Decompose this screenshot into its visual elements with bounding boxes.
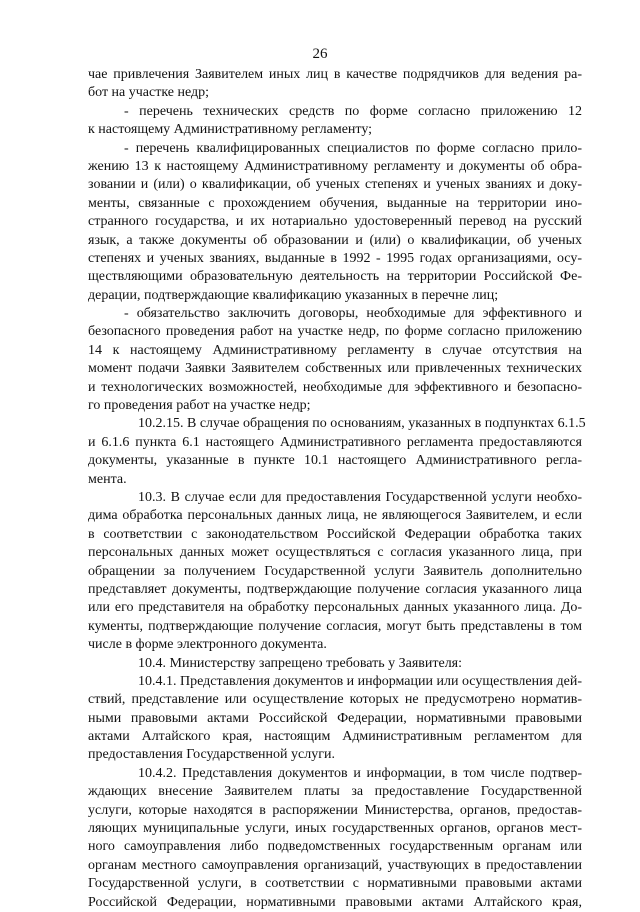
- text-line: - перечень квалифицированных специалистов по форме согласно прило-: [124, 140, 582, 156]
- text-line: 10.2.15. В случае обращения по основаниям, указанных в подпунктах 6.1.5: [138, 416, 586, 432]
- text-line: мента.: [88, 471, 127, 487]
- text-line: бот на участке недр;: [88, 85, 210, 101]
- text-line: менты, связанные с прохождением обучения, выданные на территории ино-: [88, 195, 582, 211]
- text-line: 10.3. В случае если для предоставления Государственной услуги необхо-: [138, 489, 582, 505]
- text-line: странного государства, и их нотариально удостоверенный перевод на русский: [88, 214, 582, 230]
- text-line: чае привлечения Заявителем иных лиц в качестве подрядчиков для ведения ра-: [88, 67, 582, 82]
- text-line: дима обработка персональных данных лица, не являющегося Заявителем, и если: [88, 508, 582, 524]
- text-line: 10.4.2. Представления документов и информации, в том числе подтвер-: [138, 765, 582, 781]
- text-line: Российской Федерации, нормативными правовыми актами Алтайского края,: [88, 894, 582, 910]
- text-line: степенях и ученых званиях, выданные в 1992 - 1995 годах организациями, осу-: [88, 250, 582, 266]
- text-line: персональных данных может осуществляться с согласия указанного лица, при: [88, 545, 582, 561]
- text-line: кументы, подтверждающие получение согласия, могут быть представлены в том: [88, 618, 582, 634]
- text-line: ждающих внесение Заявителем платы за предоставление Государственной: [88, 784, 582, 800]
- text-line: безопасного проведения работ на участке недр, по форме согласно приложению: [88, 324, 582, 340]
- text-line: обращении за получением Государственной услуги Заявитель дополнительно: [88, 563, 582, 579]
- text-line: язык, а также документы об образовании и (или) о квалификации, об ученых: [88, 232, 582, 248]
- text-line: ществляющими образовательную деятельность на территории Российской Фе-: [88, 269, 582, 285]
- text-line: жению 13 к настоящему Административному регламенту и документы об обра-: [88, 158, 582, 174]
- text-line: момент подачи Заявки Заявителем собственных или привлеченных технических: [88, 361, 582, 377]
- text-line: и 6.1.6 пункта 6.1 настоящего Административного регламента предоставляются: [88, 434, 582, 450]
- text-line: дерации, подтверждающие квалификацию указанных в перечне лиц;: [88, 287, 499, 303]
- text-line: предоставления Государственной услуги.: [88, 747, 335, 763]
- text-line: числе в форме электронного документа.: [88, 637, 327, 653]
- text-line: представляет документы, подтверждающие получение согласия указанного лица: [88, 581, 582, 597]
- text-line: - перечень технических средств по форме согласно приложению 12: [124, 103, 582, 119]
- text-line: 10.4. Министерству запрещено требовать у Заявителя:: [138, 655, 463, 671]
- text-line: Государственной услуги, в соответствии с нормативными правовыми актами: [88, 876, 582, 892]
- text-line: и технологических возможностей, необходимые для эффективного и безопасно-: [88, 379, 582, 395]
- text-line: в соответствии с законодательством Российской Федерации обработка таких: [88, 526, 582, 542]
- text-line: ляющих муниципальные услуги, иных государственных органов, органов мест-: [88, 821, 582, 837]
- text-line: услуги, которые находятся в распоряжении Министерства, органов, предостав-: [88, 802, 582, 818]
- text-line: ствий, представление или осуществление которых не предусмотрено норматив-: [88, 692, 582, 708]
- text-line: 10.4.1. Представления документов и информации или осуществления дей-: [138, 673, 583, 689]
- text-line: или его представителя на обработку персональных данных указанного лица. До-: [88, 600, 582, 616]
- text-line: - обязательство заключить договоры, необходимые для эффективного и: [124, 306, 582, 322]
- text-line: го проведения работ на участке недр;: [88, 398, 311, 414]
- text-line: ными правовыми актами Российской Федерации, нормативными правовыми: [88, 710, 582, 726]
- text-line: органам местного самоуправления организаций, участвующих в предоставлении: [88, 857, 582, 873]
- text-line: ного самоуправления либо подведомственных государственным органам или: [88, 839, 582, 855]
- text-line: к настоящему Административному регламенту;: [88, 122, 373, 138]
- text-line: документы, указанные в пункте 10.1 настоящего Административного регла-: [88, 453, 582, 469]
- text-line: 14 к настоящему Административному регламенту в случае отсутствия на: [88, 342, 582, 358]
- body-text: [88, 66, 586, 912]
- page-number: 26: [312, 46, 328, 62]
- text-line: актами Алтайского края, настоящим Административным регламентом для: [88, 729, 582, 745]
- text-line: зовании и (или) о квалификации, об ученых степенях и ученых званиях и доку-: [88, 177, 582, 193]
